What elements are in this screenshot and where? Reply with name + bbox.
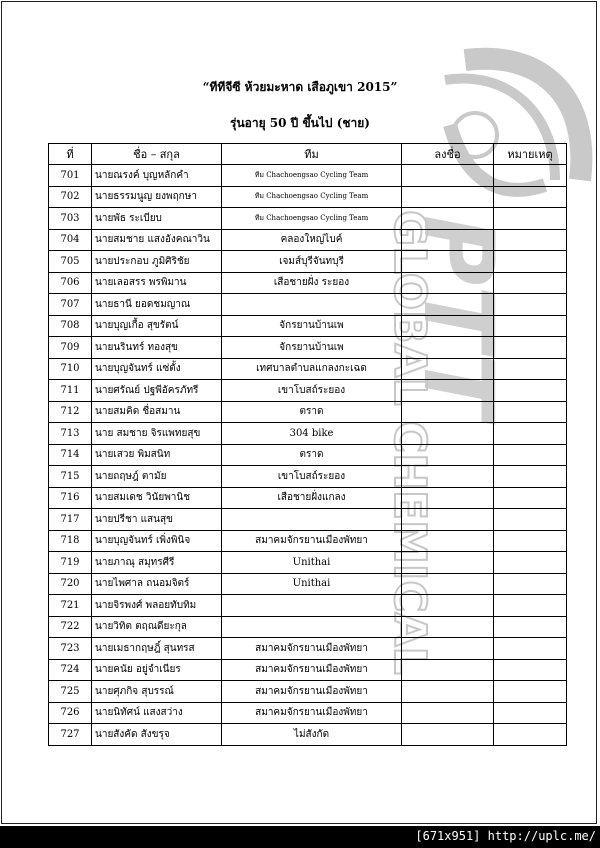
row-number: 706 [49, 272, 92, 294]
signature-cell [402, 358, 494, 380]
participant-name: นายนรินทร์ ทองสุข [92, 337, 222, 359]
team-name: จักรยานบ้านเพ [222, 315, 402, 337]
team-name [222, 595, 402, 617]
participant-name: นายวิทิต ตฤณดียะกุล [92, 616, 222, 638]
team-name [222, 294, 402, 316]
row-number: 725 [49, 681, 92, 703]
signature-cell [402, 552, 494, 574]
team-name: เขาโบสถ์ระยอง [222, 466, 402, 488]
row-number: 705 [49, 251, 92, 273]
participant-name: นายภาณุ สมุทรศีรี [92, 552, 222, 574]
table-row [49, 552, 567, 574]
row-number: 720 [49, 573, 92, 595]
participant-name: นาย สมชาย จิรแพทยสุข [92, 423, 222, 445]
participant-name: นายบุญจันทร์ เพิ่งพินิจ [92, 530, 222, 552]
table-row [49, 401, 567, 423]
participant-name: นายปรีชา แสนสุข [92, 509, 222, 531]
team-name: จักรยานบ้านเพ [222, 337, 402, 359]
table-row [49, 229, 567, 251]
table-row [49, 358, 567, 380]
footer-bar [0, 826, 600, 848]
header-name: ชื่อ – สกุล [92, 144, 222, 165]
remarks-cell [494, 251, 567, 273]
table-row [49, 272, 567, 294]
signature-cell [402, 487, 494, 509]
watermark-brand-text: GLOBAL CHEMICAL [384, 210, 435, 675]
participant-name: นายสมเดช วินัยพานิช [92, 487, 222, 509]
team-name: เสือชายฝั่ง ระยอง [222, 272, 402, 294]
remarks-cell [494, 337, 567, 359]
participant-name: นายสังคัด สังขรุจ [92, 724, 222, 746]
table-row [49, 681, 567, 703]
participant-name: นายศรัณย์ ปฐพีอัครภัทรี [92, 380, 222, 402]
table-row [49, 616, 567, 638]
row-number: 724 [49, 659, 92, 681]
table-row [49, 294, 567, 316]
row-number: 707 [49, 294, 92, 316]
participant-name: นายพัธ ระเบียบ [92, 208, 222, 230]
remarks-cell [494, 530, 567, 552]
table-row [49, 186, 567, 208]
header-remarks: หมายเหตุ [494, 144, 567, 165]
watermark-logo-text: PTT [402, 215, 514, 419]
row-number: 715 [49, 466, 92, 488]
remarks-cell [494, 401, 567, 423]
signature-cell [402, 229, 494, 251]
team-name [222, 616, 402, 638]
row-number: 721 [49, 595, 92, 617]
signature-cell [402, 702, 494, 724]
remarks-cell [494, 380, 567, 402]
row-number: 722 [49, 616, 92, 638]
participant-name: นายเลอสรร พรพิมาน [92, 272, 222, 294]
row-number: 718 [49, 530, 92, 552]
remarks-cell [494, 487, 567, 509]
row-number: 703 [49, 208, 92, 230]
remarks-cell [494, 423, 567, 445]
signature-cell [402, 315, 494, 337]
table-row [49, 487, 567, 509]
participant-name: นายธรรมนูญ ยงพฤกษา [92, 186, 222, 208]
remarks-cell [494, 466, 567, 488]
participant-name: นายธานี ยอดชมญาณ [92, 294, 222, 316]
row-number: 723 [49, 638, 92, 660]
team-name [222, 509, 402, 531]
team-name: 304 bike [222, 423, 402, 445]
team-name: เสือชายฝั่งแกลง [222, 487, 402, 509]
signature-cell [402, 573, 494, 595]
team-name: ทีม Chachoengsao Cycling Team [222, 165, 402, 187]
remarks-cell [494, 724, 567, 746]
remarks-cell [494, 552, 567, 574]
row-number: 710 [49, 358, 92, 380]
footer-text: [671x951] http://uplc.me/ [415, 829, 596, 843]
table-row [49, 337, 567, 359]
row-number: 709 [49, 337, 92, 359]
row-number: 713 [49, 423, 92, 445]
signature-cell [402, 638, 494, 660]
table-row [49, 659, 567, 681]
team-name: ทีม Chachoengsao Cycling Team [222, 208, 402, 230]
row-number: 708 [49, 315, 92, 337]
team-name: สมาคมจักรยานเมืองพัทยา [222, 530, 402, 552]
table-row [49, 638, 567, 660]
row-number: 702 [49, 186, 92, 208]
table-row [49, 208, 567, 230]
remarks-cell [494, 165, 567, 187]
participant-name: นายสมชาย แสงอังคณาวิน [92, 229, 222, 251]
participant-name: นายณรงค์ บุญหลักคำ [92, 165, 222, 187]
participant-name: นายประกอบ ภูมิศิริชัย [92, 251, 222, 273]
signature-cell [402, 530, 494, 552]
team-name: Unithai [222, 573, 402, 595]
remarks-cell [494, 294, 567, 316]
signature-cell [402, 294, 494, 316]
signature-cell [402, 681, 494, 703]
remarks-cell [494, 186, 567, 208]
row-number: 719 [49, 552, 92, 574]
team-name: ตราด [222, 401, 402, 423]
signature-cell [402, 616, 494, 638]
signature-cell [402, 444, 494, 466]
table-row [49, 530, 567, 552]
row-number: 716 [49, 487, 92, 509]
table-row [49, 509, 567, 531]
participant-name: นายจิรพงศ์ พลอยทับทิม [92, 595, 222, 617]
signature-cell [402, 401, 494, 423]
remarks-cell [494, 638, 567, 660]
remarks-cell [494, 681, 567, 703]
document-subtitle: รุ่นอายุ 50 ปี ขึ้นไป (ชาย) [230, 116, 370, 130]
remarks-cell [494, 358, 567, 380]
team-name: คลองใหญ่ไบค์ [222, 229, 402, 251]
remarks-cell [494, 272, 567, 294]
row-number: 726 [49, 702, 92, 724]
team-name: Unithai [222, 552, 402, 574]
row-number: 704 [49, 229, 92, 251]
header-signature: ลงชื่อ [402, 144, 494, 165]
table-row [49, 165, 567, 187]
remarks-cell [494, 595, 567, 617]
participant-table [48, 143, 567, 746]
remarks-cell [494, 315, 567, 337]
signature-cell [402, 186, 494, 208]
participant-name: นายคนัย อยู่จำเนียร [92, 659, 222, 681]
table-row [49, 251, 567, 273]
document-title: “ทีทีจีซี ห้วยมะหาด เสือภูเขา 2015” [202, 80, 398, 94]
participant-name: นายบุญเกื้อ สุขรัตน์ [92, 315, 222, 337]
remarks-cell [494, 509, 567, 531]
signature-cell [402, 659, 494, 681]
team-name: เทศบาลตำบลแกลงกะเฉด [222, 358, 402, 380]
signature-cell [402, 380, 494, 402]
table-header-row [49, 144, 567, 165]
remarks-cell [494, 659, 567, 681]
remarks-cell [494, 229, 567, 251]
participant-name: นายไพศาล ถนอมจิตร์ [92, 573, 222, 595]
participant-name: นายสมคิด ชื่อสมาน [92, 401, 222, 423]
table-row [49, 315, 567, 337]
team-name: สมาคมจักรยานเมืองพัทยา [222, 681, 402, 703]
participant-name: นายบุญจันทร์ แซ่ตั้ง [92, 358, 222, 380]
table-row [49, 595, 567, 617]
participant-name: นายเสวย พิมสนิท [92, 444, 222, 466]
team-name: ทีม Chachoengsao Cycling Team [222, 186, 402, 208]
table-row [49, 724, 567, 746]
signature-cell [402, 724, 494, 746]
signature-cell [402, 251, 494, 273]
signature-cell [402, 337, 494, 359]
header-no: ที่ [49, 144, 92, 165]
remarks-cell [494, 444, 567, 466]
team-name: ไม่สังกัด [222, 724, 402, 746]
table-row [49, 702, 567, 724]
row-number: 701 [49, 165, 92, 187]
remarks-cell [494, 702, 567, 724]
remarks-cell [494, 208, 567, 230]
team-name: ตราด [222, 444, 402, 466]
signature-cell [402, 272, 494, 294]
row-number: 727 [49, 724, 92, 746]
team-name: เขาโบสถ์ระยอง [222, 380, 402, 402]
team-name: สมาคมจักรยานเมืองพัทยา [222, 659, 402, 681]
participant-name: นายนิทัศน์ แสงสว่าง [92, 702, 222, 724]
participant-name: นายศุภกิจ สุบรรณ์ [92, 681, 222, 703]
participant-name: นายเมธากฤษฎิ์ สุนทรส [92, 638, 222, 660]
row-number: 717 [49, 509, 92, 531]
table-row [49, 466, 567, 488]
signature-cell [402, 595, 494, 617]
team-name: เจมส์บุรีจันทบุรี [222, 251, 402, 273]
team-name: สมาคมจักรยานเมืองพัทยา [222, 638, 402, 660]
table-row [49, 573, 567, 595]
remarks-cell [494, 616, 567, 638]
table-row [49, 444, 567, 466]
table-row [49, 380, 567, 402]
remarks-cell [494, 573, 567, 595]
signature-cell [402, 423, 494, 445]
team-name: สมาคมจักรยานเมืองพัทยา [222, 702, 402, 724]
header-team: ทีม [222, 144, 402, 165]
table-row [49, 423, 567, 445]
row-number: 711 [49, 380, 92, 402]
signature-cell [402, 509, 494, 531]
row-number: 712 [49, 401, 92, 423]
signature-cell [402, 208, 494, 230]
row-number: 714 [49, 444, 92, 466]
participant-name: นายถฤษฎ์ ตามัย [92, 466, 222, 488]
signature-cell [402, 165, 494, 187]
signature-cell [402, 466, 494, 488]
